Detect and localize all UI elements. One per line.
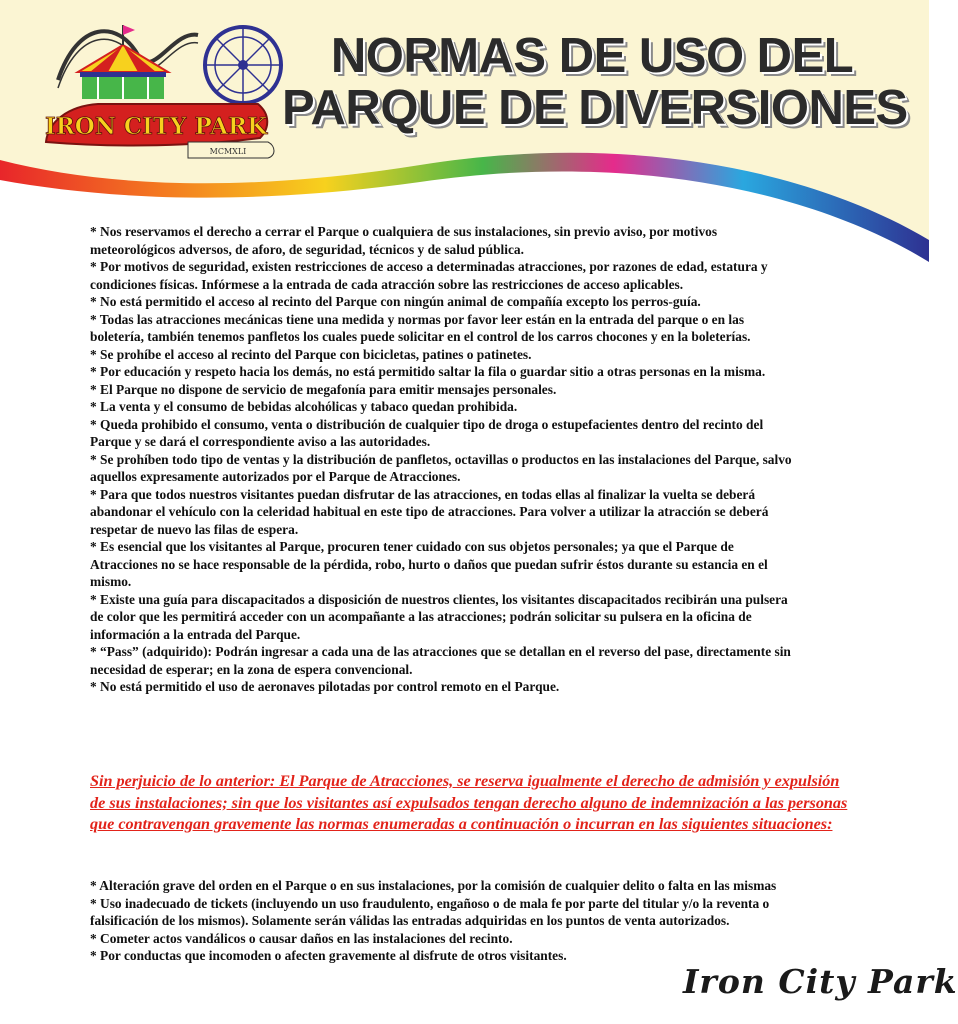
title-line-2: PARQUE DE DIVERSIONES [282, 81, 908, 135]
title-line-1: NORMAS DE USO DEL [330, 29, 854, 83]
rule-item: * No está permitido el acceso al recinto del Parque con ningún animal de compañía excepto los perros-guía. [90, 294, 701, 309]
rule-item: * Para que todos nuestros visitantes puedan disfrutar de las atracciones, en todas ellas al finalizar la vuelta se deberá abandonar el vehículo con la celeridad habitual en este tipo de atracciones. Para volver a utilizar la atracción se deberá respetar de nuevo las filas de espera. [90, 486, 769, 537]
situation-item: * Uso inadecuado de tickets (incluyendo un uso fraudulento, engañoso o de mala fe por parte del titular y/o la reventa o falsificación de los mismos). Solamente serán válidas las entradas adquiridas en los puntos de venta autorizados. [90, 895, 770, 928]
signature: Iron City Park [683, 962, 958, 1001]
rule-item: * La venta y el consumo de bebidas alcohólicas y tabaco quedan prohibida. [90, 399, 518, 414]
rule-item: * Por educación y respeto hacia los demás, no está permitido saltar la fila o guardar sitio a otras personas en la misma. [90, 364, 766, 379]
situation-item: * Alteración grave del orden en el Parque o en sus instalaciones, por la comisión de cualquier delito o falta en las mismas [90, 878, 777, 893]
svg-text:MCMXLI: MCMXLI [209, 147, 247, 156]
situations-list [90, 877, 810, 965]
rule-item: * Se prohíben todo tipo de ventas y la distribución de panfletos, octavillas o productos en las instalaciones del Parque, salvo aquellos expresamente autorizados por el Parque de Atracciones. [90, 451, 792, 484]
rule-item: * Se prohíbe el acceso al recinto del Parque con bicicletas, patines o patinetes. [90, 346, 532, 362]
rule-item: * Queda prohibido el consumo, venta o distribución de cualquier tipo de droga o estupefacientes dentro del recinto del Parque y se dará el correspondiente aviso a las autoridades. [90, 416, 764, 449]
rule-item: * El Parque no dispone de servicio de megafonía para emitir mensajes personales. [90, 381, 557, 397]
admission-notice: Sin perjuicio de lo anterior: El Parque de Atracciones, se reserva igualmente el derecho de admisión y expulsión de sus instalaciones; sin que los visitantes así expulsados tengan derecho alguno de indemnización a las personas que contravengan gravemente las normas enumeradas a continuación o incurran en las siguientes situaciones: [90, 772, 848, 833]
rule-item: * Por motivos de seguridad, existen restricciones de acceso a determinadas atracciones, por razones de edad, estatura y condiciones físicas. Infórmese a la entrada de cada atracción sobre las restricciones de acceso aplicables. [90, 259, 768, 292]
logo-banner [45, 104, 274, 158]
ferris-wheel-icon [205, 27, 281, 103]
situation-item: * Cometer actos vandálicos o causar daños en las instalaciones del recinto. [90, 930, 513, 946]
park-logo [38, 10, 288, 160]
rule-item: * Existe una guía para discapacitados a disposición de nuestros clientes, los visitantes discapacitados recibirán una pulsera de color que les permitirá acceder con un acompañante a las atracciones; podrán solicitar su pulsera en la oficina de información a la entrada del Parque. [90, 591, 788, 642]
rules-list [90, 223, 800, 696]
page-title [282, 29, 908, 135]
rule-item: * Es esencial que los visitantes al Parque, procuren tener cuidado con sus objetos personales; ya que el Parque de Atracciones no se hace responsable de la pérdida, robo, hurto o daños que puedan sufrir éstos durante su estancia en el mismo. [90, 539, 768, 589]
rule-item: * Nos reservamos el derecho a cerrar el Parque o cualquiera de sus instalaciones, sin previo aviso, por motivos meteorológicos adversos, de aforo, de seguridad, técnicos y de salud pública. [90, 224, 718, 257]
situation-item: * Por conductas que incomoden o afecten gravemente al disfrute de otros visitantes. [90, 948, 567, 963]
rule-item: * “Pass” (adquirido): Podrán ingresar a cada una de las atracciones que se detallan en el reverso del pase, directamente sin necesidad de esperar; en la zona de espera convencional. [90, 644, 791, 677]
rule-item: * No está permitido el uso de aeronaves pilotadas por control remoto en el Parque. [90, 679, 560, 694]
rule-item: * Todas las atracciones mecánicas tiene una medida y normas por favor leer están en la entrada del parque o en las boletería, también tenemos panfletos los cuales puede solicitar en el control de los carros chocones y en la boleterías. [90, 311, 751, 344]
svg-text:IRON CITY PARK: IRON CITY PARK [44, 113, 268, 140]
